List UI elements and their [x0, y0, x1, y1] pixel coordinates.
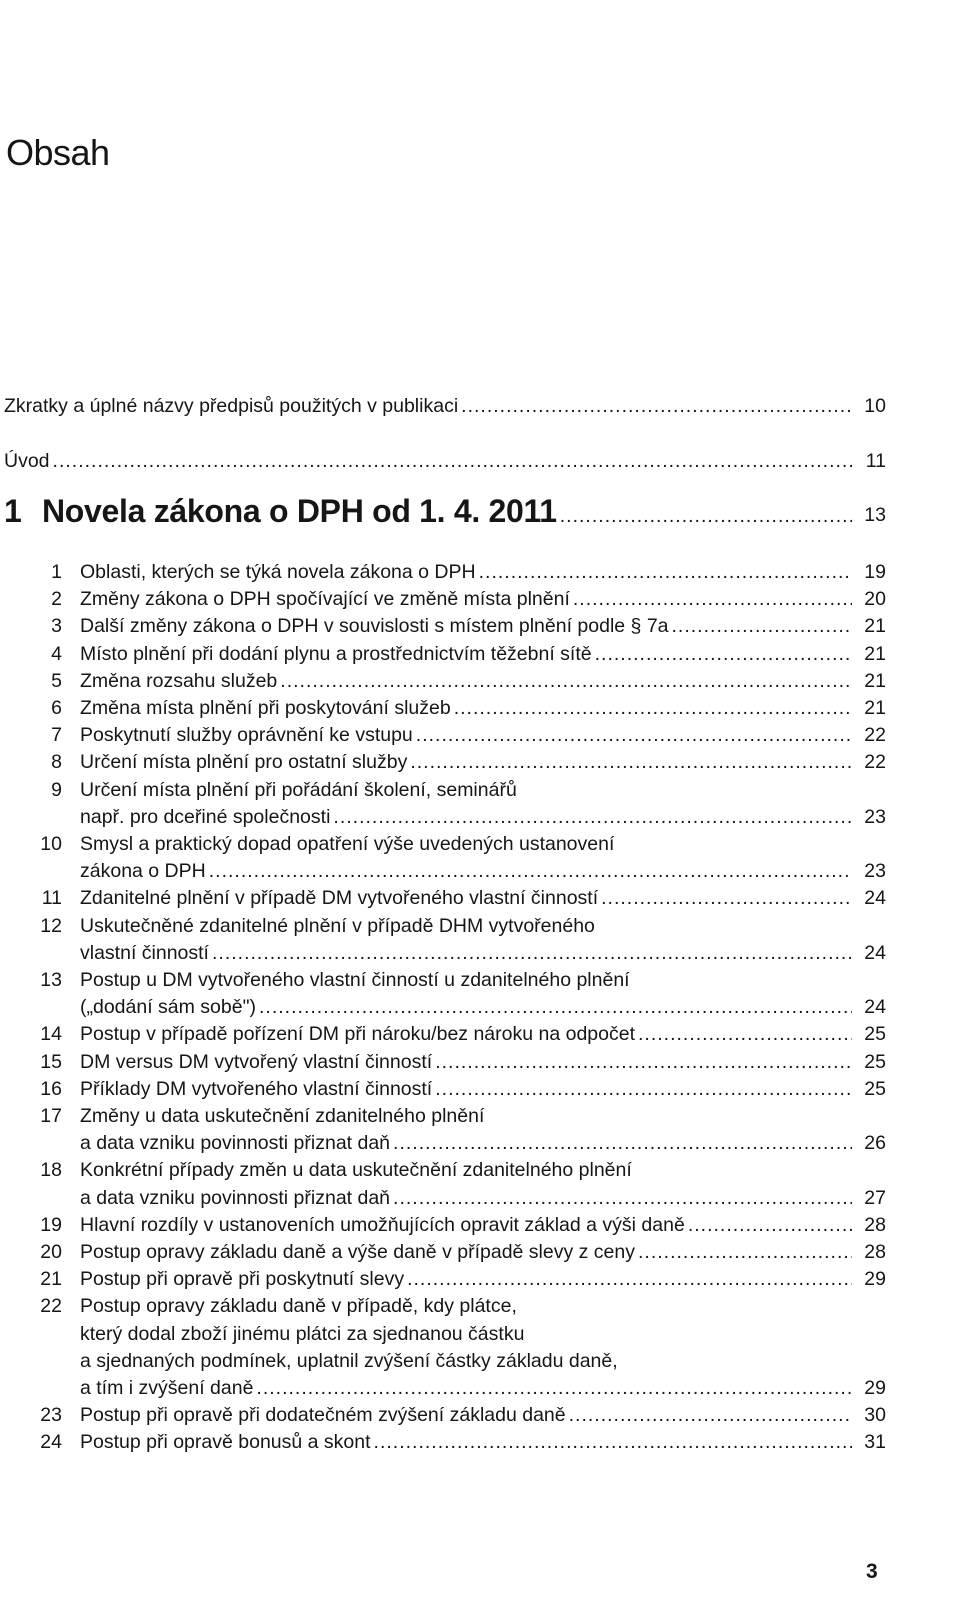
entry-page: 22 — [864, 751, 886, 774]
entry-title: a tím i zvýšení daně — [80, 1376, 254, 1399]
entry-number: 1 — [51, 561, 62, 583]
entry-line — [80, 803, 886, 830]
entry-line — [80, 558, 886, 585]
entry-title: Určení místa plnění při pořádání školení, seminářů — [80, 778, 517, 801]
entry-body — [80, 1211, 886, 1238]
entry-page: 28 — [864, 1213, 886, 1236]
entry-title: Určení místa plnění pro ostatní služby — [80, 751, 408, 774]
dot-leader — [280, 667, 852, 695]
dot-leader — [461, 392, 852, 420]
entry-page: 21 — [864, 615, 886, 638]
entry-page: 25 — [864, 1077, 886, 1100]
entry-page: 24 — [864, 996, 886, 1019]
entry-body — [80, 1156, 886, 1210]
entry-number: 9 — [51, 778, 62, 801]
entry-line — [80, 884, 886, 911]
entry-title: Další změny zákona o DPH v souvislosti s místem plnění podle § 7a — [80, 615, 669, 638]
dot-leader — [259, 993, 852, 1021]
entry-body — [80, 721, 886, 748]
entry-title: Změna rozsahu služeb — [80, 669, 278, 692]
entry-number: 24 — [40, 1431, 62, 1454]
entry-line — [80, 1102, 886, 1129]
entry-number: 8 — [51, 751, 62, 774]
entry-title: Postup opravy základu daně v případě, kdy plátce, — [80, 1295, 517, 1318]
entry-page: 24 — [864, 887, 886, 910]
dot-leader — [393, 1184, 852, 1212]
entry-line — [80, 1428, 886, 1455]
entry-line — [80, 1211, 886, 1238]
entry-line — [80, 1374, 886, 1401]
entry-line — [80, 776, 886, 803]
entry-number: 15 — [40, 1050, 62, 1073]
entry-title: Uskutečněné zdanitelné plnění v případě DHM vytvořeného — [80, 914, 595, 937]
entry-line — [80, 1156, 886, 1183]
entry-body — [80, 558, 886, 585]
entry-body — [80, 1020, 886, 1047]
entry-page: 10 — [864, 395, 886, 417]
entry-number: 10 — [40, 833, 62, 855]
entry-line — [80, 1020, 886, 1047]
dot-leader — [560, 502, 852, 530]
entry-number: 11 — [41, 887, 62, 910]
entry-body — [80, 1265, 886, 1292]
entry-line — [80, 1292, 886, 1319]
dot-leader — [479, 558, 852, 586]
entry-title: Postup u DM vytvořeného vlastní činností u zdanitelného plnění — [80, 969, 630, 991]
entry-number: 6 — [51, 697, 62, 719]
entry-page: 21 — [864, 669, 886, 692]
entry-number: 17 — [40, 1105, 62, 1127]
entry-body — [4, 392, 886, 419]
entry-title: např. pro dceřiné společnosti — [80, 805, 331, 828]
entry-title: Změny zákona o DPH spočívající ve změně místa plnění — [80, 588, 570, 611]
entry-number: 2 — [51, 588, 62, 611]
entry-body — [4, 447, 886, 474]
entry-title: který dodal zboží jinému plátci za sjednanou částku — [80, 1322, 525, 1345]
dot-leader — [435, 1048, 852, 1076]
entry-title: Postup opravy základu daně a výše daně v případě slevy z ceny — [80, 1241, 635, 1263]
dot-leader — [393, 1129, 852, 1157]
entry-line — [80, 1075, 886, 1102]
entry-title: Postup v případě pořízení DM při nároku/bez nároku na odpočet — [80, 1023, 635, 1046]
entry-line — [80, 612, 886, 639]
entry-line — [80, 721, 886, 748]
entry-page: 19 — [864, 561, 886, 583]
dot-leader — [573, 585, 852, 613]
dot-leader — [688, 1211, 852, 1239]
entry-page: 28 — [864, 1241, 886, 1263]
entry-body — [80, 830, 886, 884]
entry-line — [80, 912, 886, 939]
entry-page: 13 — [864, 504, 886, 526]
entry-page: 31 — [864, 1431, 886, 1454]
dot-leader — [435, 1075, 852, 1103]
page-title: Obsah — [6, 132, 110, 173]
entry-body — [80, 1075, 886, 1102]
entry-title: Zkratky a úplné názvy předpisů použitých v publikaci — [4, 395, 459, 417]
entry-body — [80, 694, 886, 721]
entry-title: Poskytnutí služby oprávnění ke vstupu — [80, 724, 413, 747]
entry-line — [80, 939, 886, 966]
entry-line — [80, 1401, 886, 1428]
entry-body — [80, 667, 886, 694]
dot-leader — [410, 748, 852, 776]
dot-leader — [638, 1238, 852, 1266]
entry-title: Změna místa plnění při poskytování služeb — [80, 697, 451, 719]
entry-page: 21 — [864, 697, 886, 719]
entry-title: zákona o DPH — [80, 860, 206, 883]
entry-page: 23 — [864, 805, 886, 828]
entry-line — [80, 1347, 886, 1374]
entry-title: Postup při opravě při dodatečném zvýšení základu daně — [80, 1404, 566, 1427]
entry-title: Postup při opravě bonusů a skont — [80, 1431, 371, 1454]
entry-body — [80, 966, 886, 1020]
entry-number: 22 — [40, 1295, 62, 1318]
entry-page: 27 — [864, 1186, 886, 1209]
entry-line — [80, 694, 886, 721]
entry-body — [80, 776, 886, 830]
entry-line — [80, 1265, 886, 1292]
entry-body — [80, 612, 886, 639]
entry-title: a data vzniku povinnosti přiznat daň — [80, 1132, 391, 1155]
entry-line — [4, 447, 886, 474]
entry-number: 14 — [40, 1023, 62, 1046]
entry-page: 25 — [864, 1050, 886, 1073]
entry-number: 16 — [40, 1077, 62, 1100]
entry-body — [80, 1102, 886, 1156]
entry-body — [80, 1292, 886, 1401]
entry-body — [80, 1048, 886, 1075]
entry-number: 1 — [4, 493, 22, 529]
entry-page: 22 — [864, 724, 886, 747]
entry-body — [80, 1238, 886, 1265]
entry-title: Místo plnění při dodání plynu a prostřednictvím těžební sítě — [80, 642, 592, 665]
entry-number: 21 — [40, 1268, 62, 1291]
entry-number: 7 — [51, 724, 62, 747]
entry-title: Smysl a praktický dopad opatření výše uvedených ustanovení — [80, 833, 615, 855]
entry-title: Postup při opravě při poskytnutí slevy — [80, 1268, 405, 1291]
dot-leader — [407, 1265, 852, 1293]
entry-number: 12 — [40, 914, 62, 937]
dot-leader — [212, 939, 852, 967]
entry-page: 29 — [864, 1268, 886, 1291]
entry-title: a data vzniku povinnosti přiznat daň — [80, 1186, 391, 1209]
entry-page: 25 — [864, 1023, 886, 1046]
entry-title: Příklady DM vytvořeného vlastní činností — [80, 1077, 433, 1100]
entry-body — [80, 748, 886, 775]
entry-page: 21 — [864, 642, 886, 665]
entry-title: DM versus DM vytvořený vlastní činností — [80, 1050, 433, 1073]
dot-leader — [209, 857, 852, 885]
entry-line — [80, 748, 886, 775]
dot-leader — [53, 447, 852, 475]
entry-number: 13 — [40, 969, 62, 991]
entry-page: 30 — [864, 1404, 886, 1427]
entry-body — [80, 1401, 886, 1428]
entry-title: vlastní činností — [80, 941, 209, 964]
entry-title: („dodání sám sobě") — [80, 996, 257, 1019]
entry-title: a sjednaných podmínek, uplatnil zvýšení částky základu daně, — [80, 1349, 618, 1372]
entry-page: 23 — [864, 860, 886, 883]
entry-body — [42, 493, 886, 533]
dot-leader — [416, 721, 852, 749]
entry-line — [80, 1184, 886, 1211]
entry-body — [80, 1428, 886, 1455]
entry-line — [42, 493, 886, 533]
entry-line — [80, 1048, 886, 1075]
entry-line — [80, 640, 886, 667]
entry-page: 26 — [864, 1132, 886, 1155]
entry-number: 19 — [40, 1213, 62, 1236]
entry-line — [4, 392, 886, 419]
entry-line — [80, 585, 886, 612]
entry-line — [80, 1320, 886, 1347]
entry-body — [80, 640, 886, 667]
entry-body — [80, 884, 886, 911]
entry-page: 29 — [864, 1376, 886, 1399]
entry-number: 20 — [40, 1241, 62, 1263]
entry-title: Změny u data uskutečnění zdanitelného plnění — [80, 1105, 485, 1127]
dot-leader — [672, 612, 852, 640]
entry-body — [80, 585, 886, 612]
entry-title: Oblasti, kterých se týká novela zákona o DPH — [80, 561, 476, 583]
page-number: 3 — [866, 1560, 878, 1583]
entry-line — [80, 830, 886, 857]
entry-line — [80, 993, 886, 1020]
entry-number: 5 — [51, 669, 62, 692]
entry-number: 3 — [51, 615, 62, 638]
entry-title: Hlavní rozdíly v ustanoveních umožňujících opravit základ a výši daně — [80, 1213, 685, 1236]
dot-leader — [601, 884, 852, 912]
entry-number: 23 — [40, 1404, 62, 1427]
entry-title: Úvod — [4, 450, 50, 472]
dot-leader — [256, 1374, 852, 1402]
entry-page: 11 — [865, 450, 886, 472]
entry-title: Novela zákona o DPH od 1. 4. 2011 — [42, 493, 557, 529]
entry-line — [80, 1238, 886, 1265]
dot-leader — [454, 694, 852, 722]
entry-number: 18 — [40, 1159, 62, 1182]
entry-line — [80, 1129, 886, 1156]
dot-leader — [374, 1428, 852, 1456]
dot-leader — [638, 1020, 852, 1048]
dot-leader — [595, 640, 852, 668]
dot-leader — [333, 803, 852, 831]
entry-title: Konkrétní případy změn u data uskutečnění zdanitelného plnění — [80, 1159, 632, 1182]
dot-leader — [569, 1401, 852, 1429]
entry-page: 24 — [864, 941, 886, 964]
entry-page: 20 — [864, 588, 886, 611]
entry-title: Zdanitelné plnění v případě DM vytvořeného vlastní činností — [80, 887, 599, 910]
entry-number: 4 — [51, 642, 62, 665]
entry-line — [80, 667, 886, 694]
entry-line — [80, 966, 886, 993]
entry-body — [80, 912, 886, 966]
entry-line — [80, 857, 886, 884]
